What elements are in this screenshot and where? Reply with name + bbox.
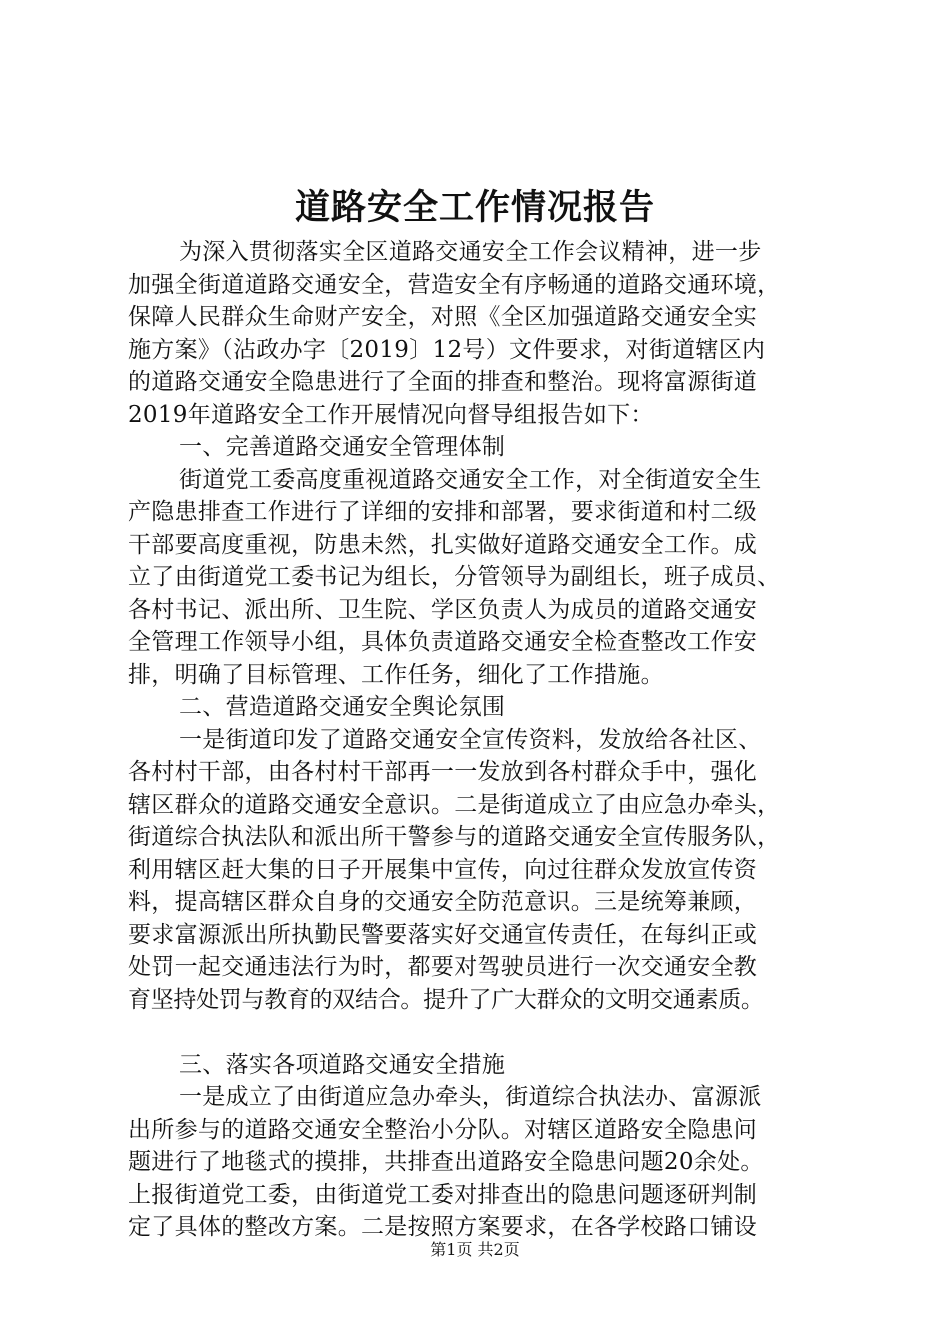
- paragraph-line: 辖区群众的道路交通安全意识。二是街道成立了由应急办牵头，: [128, 791, 781, 818]
- paragraph-line: 施方案》（沾政办字〔2019〕12号）文件要求，对街道辖区内: [128, 336, 766, 363]
- paragraph-line: 上报街道党工委，由街道党工委对排查出的隐患问题逐研判制: [128, 1181, 758, 1208]
- paragraph-line: 要求富源派出所执勤民警要落实好交通宣传责任，在每纠正或: [128, 921, 758, 948]
- section-heading: 三、落实各项道路交通安全措施: [179, 1051, 506, 1078]
- section-heading: 二、营造道路交通安全舆论氛围: [179, 694, 506, 720]
- paragraph-line: 各村书记、派出所、卫生院、学区负责人为成员的道路交通安: [128, 596, 758, 623]
- paragraph-line: 利用辖区赶大集的日子开展集中宣传，向过往群众发放宣传资: [128, 856, 758, 883]
- paragraph-line: 处罚一起交通违法行为时，都要对驾驶员进行一次交通安全教: [128, 954, 758, 980]
- paragraph-line: 题进行了地毯式的摸排，共排查出道路安全隐患问题20余处。: [128, 1149, 764, 1175]
- paragraph-line: 一是街道印发了道路交通安全宣传资料，发放给各社区、: [179, 726, 762, 753]
- paragraph-line: 加强全街道道路交通安全，营造安全有序畅通的道路交通环境，: [128, 271, 781, 298]
- paragraph-line: 产隐患排查工作进行了详细的安排和部署，要求街道和村二级: [128, 499, 758, 525]
- paragraph-line: 保障人民群众生命财产安全，对照《全区加强道路交通安全实: [128, 304, 758, 330]
- document-title: 道路安全工作情况报告: [294, 188, 655, 228]
- section-heading: 一、完善道路交通安全管理体制: [179, 434, 506, 460]
- paragraph-line: 排，明确了目标管理、工作任务，细化了工作措施。: [128, 661, 664, 688]
- paragraph-line: 出所参与的道路交通安全整治小分队。对辖区道路安全隐患问: [128, 1116, 758, 1143]
- document-body: [128, 236, 828, 1244]
- paragraph-line: 一是成立了由街道应急办牵头，街道综合执法办、富源派: [179, 1084, 762, 1110]
- paragraph-line: 干部要高度重视，防患未然，扎实做好道路交通安全工作。成: [128, 531, 758, 558]
- paragraph-line: 为深入贯彻落实全区道路交通安全工作会议精神，进一步: [179, 239, 762, 265]
- paragraph-line: 定了具体的整改方案。二是按照方案要求，在各学校路口铺设: [128, 1214, 758, 1240]
- paragraph-line: 的道路交通安全隐患进行了全面的排查和整治。现将富源街道: [128, 369, 758, 395]
- paragraph-line: 街道综合执法队和派出所干警参与的道路交通安全宣传服务队，: [128, 824, 781, 850]
- paragraph-line: 2019年道路安全工作开展情况向督导组报告如下：: [128, 401, 654, 428]
- paragraph-line: 料，提高辖区群众自身的交通安全防范意识。三是统筹兼顾，: [128, 889, 758, 915]
- paragraph-line: 全管理工作领导小组，具体负责道路交通安全检查整改工作安: [128, 629, 758, 655]
- page-footer: 第1页 共2页: [430, 1240, 520, 1259]
- paragraph-line: 各村村干部，由各村村干部再一一发放到各村群众手中，强化: [128, 759, 758, 785]
- paragraph-line: 立了由街道党工委书记为组长，分管领导为副组长，班子成员、: [128, 564, 781, 590]
- paragraph-line: 街道党工委高度重视道路交通安全工作，对全街道安全生: [179, 466, 762, 493]
- paragraph-line: 育坚持处罚与教育的双结合。提升了广大群众的文明交通素质。: [128, 986, 764, 1013]
- paragraph-gap: [128, 1016, 828, 1049]
